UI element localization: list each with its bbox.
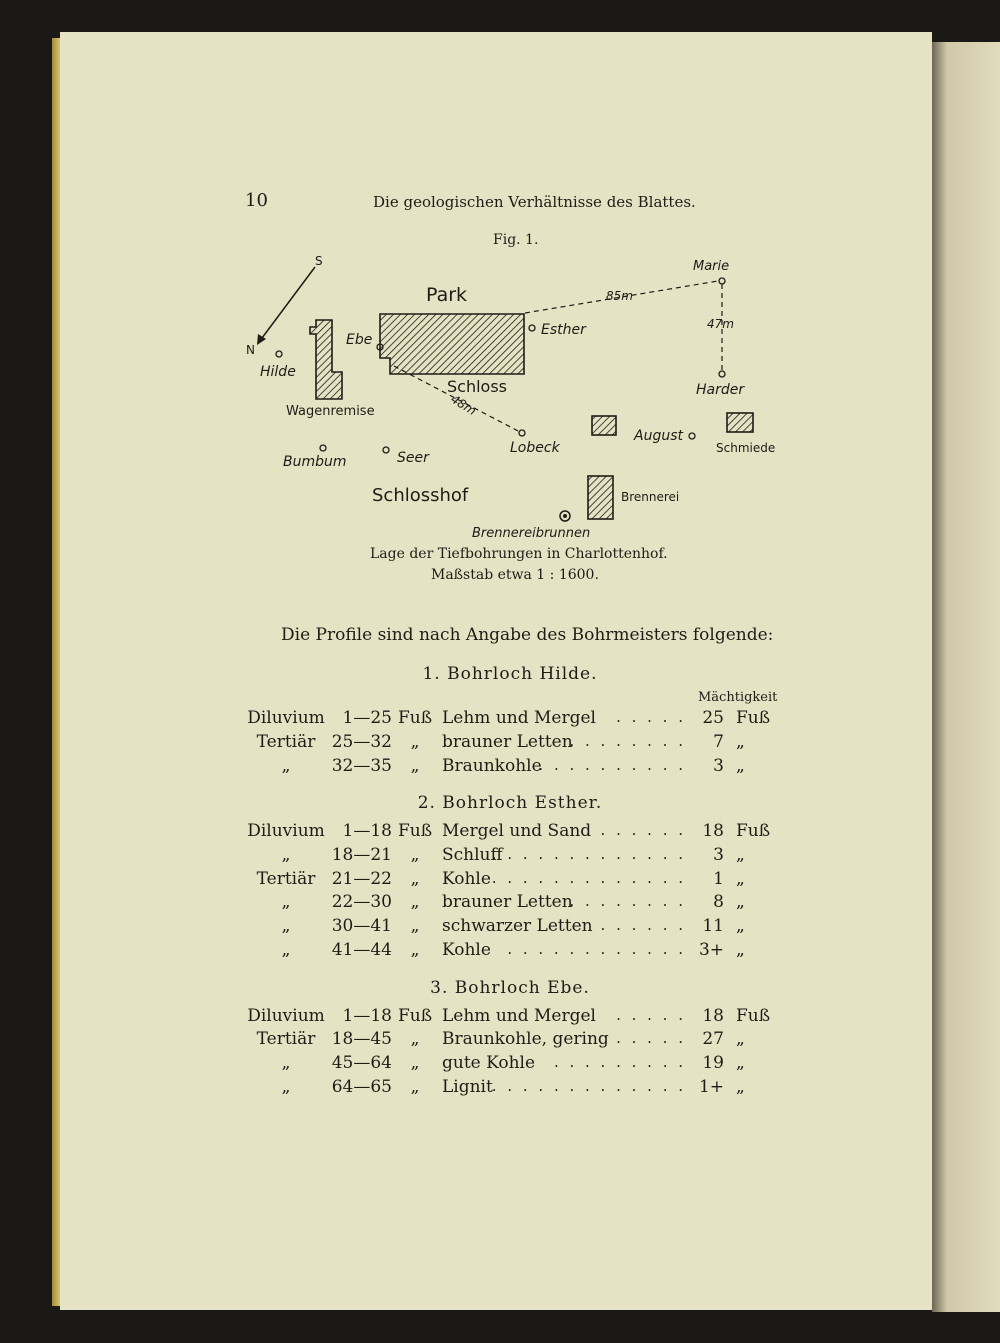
cell-depth-range: 18—45 xyxy=(331,1029,392,1049)
cell-material: Lehm und Mergel xyxy=(442,1006,596,1026)
cell-formation: „ xyxy=(281,845,291,865)
cell-thickness-unit: „ xyxy=(736,756,745,776)
cell-material: Kohle xyxy=(442,869,491,889)
cell-depth-unit: „ xyxy=(410,756,420,776)
wagenremise-building xyxy=(310,320,342,399)
cell-leader-dots: . . . . . . xyxy=(600,821,686,839)
north-arrow xyxy=(259,267,315,342)
borehole-hilde xyxy=(276,351,282,357)
cell-formation: „ xyxy=(281,1077,291,1097)
label-schloss: Schloss xyxy=(447,377,507,396)
cell-depth-unit: „ xyxy=(410,916,420,936)
cell-material: schwarzer Letten xyxy=(442,916,593,936)
cell-thickness: 18 xyxy=(702,1006,724,1026)
cell-leader-dots: . . . . . . . . . . . . xyxy=(507,940,686,958)
small-building xyxy=(592,416,616,435)
cell-leader-dots: . . . . . . . . . . . . . xyxy=(491,1077,686,1095)
cell-depth-range: 1—25 xyxy=(342,708,392,728)
label-brennerei: Brennerei xyxy=(621,490,680,504)
cell-material: Lehm und Mergel xyxy=(442,708,596,728)
cell-thickness: 18 xyxy=(702,821,724,841)
label-dist-47m: 47m xyxy=(707,317,734,331)
cell-thickness-unit: Fuß xyxy=(736,708,771,728)
cell-thickness: 7 xyxy=(713,732,724,752)
cell-formation: Diluvium xyxy=(247,1006,325,1026)
label-park: Park xyxy=(426,284,468,306)
borehole-title: 3. Bohrloch Ebe. xyxy=(430,978,590,998)
intro-text: Die Profile sind nach Angabe des Bohrmeisters folgende: xyxy=(281,625,774,645)
cell-depth-range: 21—22 xyxy=(331,869,392,889)
cell-material: Mergel und Sand xyxy=(442,821,592,841)
cell-depth-unit: „ xyxy=(410,845,420,865)
cell-thickness: 11 xyxy=(702,916,724,936)
label-wagenremise: Wagenremise xyxy=(286,404,375,419)
figure-scale: Maßstab etwa 1 : 1600. xyxy=(431,567,599,583)
cell-material: Schluff xyxy=(442,845,503,865)
cell-thickness-unit: „ xyxy=(736,892,745,912)
cell-thickness-unit: „ xyxy=(736,940,745,960)
label-bumbum: Bumbum xyxy=(283,454,347,470)
cell-material: Braunkohle, gering xyxy=(442,1029,609,1049)
cell-depth-unit: „ xyxy=(410,1029,420,1049)
cell-material: Lignit xyxy=(442,1077,493,1097)
cell-formation: Tertiär xyxy=(256,1029,316,1049)
cell-depth-range: 1—18 xyxy=(342,821,392,841)
cell-depth-range: 41—44 xyxy=(331,940,392,960)
cell-depth-unit: „ xyxy=(410,892,420,912)
cell-depth-unit: „ xyxy=(410,869,420,889)
cell-depth-unit: Fuß xyxy=(398,821,433,841)
label-schlosshof: Schlosshof xyxy=(372,485,469,506)
cell-formation: „ xyxy=(281,756,291,776)
borehole-title: 2. Bohrloch Esther. xyxy=(417,793,603,813)
cell-leader-dots: . . . . . xyxy=(616,1006,686,1024)
cell-depth-unit: „ xyxy=(410,1053,420,1073)
label-south: S xyxy=(315,254,323,268)
cell-thickness-unit: „ xyxy=(736,916,745,936)
label-ebe: Ebe xyxy=(346,332,373,348)
cell-thickness-unit: „ xyxy=(736,869,745,889)
label-esther: Esther xyxy=(541,322,586,338)
cell-formation: „ xyxy=(281,916,291,936)
cell-leader-dots: . . . . . xyxy=(616,1029,686,1047)
label-lobeck: Lobeck xyxy=(510,440,560,456)
label-schmiede: Schmiede xyxy=(716,441,776,455)
borehole-seer xyxy=(383,447,389,453)
cell-thickness-unit: „ xyxy=(736,732,745,752)
cell-thickness: 25 xyxy=(702,708,724,728)
cell-formation: Tertiär xyxy=(256,869,316,889)
borehole-august xyxy=(689,433,695,439)
cell-depth-range: 64—65 xyxy=(331,1077,392,1097)
cell-leader-dots: . . . . . . . . . xyxy=(553,1053,686,1071)
cell-leader-dots: . . . . . . xyxy=(600,916,686,934)
cell-depth-range: 30—41 xyxy=(331,916,392,936)
cell-depth-range: 1—18 xyxy=(342,1006,392,1026)
borehole-title: 1. Bohrloch Hilde. xyxy=(422,664,598,684)
cell-thickness-unit: „ xyxy=(736,845,745,865)
book-page xyxy=(60,32,932,1310)
label-north: N xyxy=(246,343,255,357)
label-harder: Harder xyxy=(696,382,745,398)
borehole-marie xyxy=(719,278,725,284)
cell-thickness: 3 xyxy=(713,756,724,776)
cell-depth-range: 22—30 xyxy=(331,892,392,912)
cell-formation: „ xyxy=(281,940,291,960)
cell-thickness: 19 xyxy=(702,1053,724,1073)
label-august: August xyxy=(634,428,683,444)
brennerei-building xyxy=(588,476,613,519)
borehole-lobeck xyxy=(519,430,525,436)
cell-depth-unit: „ xyxy=(410,1077,420,1097)
label-dist-48m: 48m xyxy=(448,391,479,419)
cell-thickness-unit: „ xyxy=(736,1029,745,1049)
cell-thickness: 3 xyxy=(713,845,724,865)
cell-depth-unit: „ xyxy=(410,732,420,752)
running-title: Die geologischen Verhältnisse des Blattes. xyxy=(373,193,696,211)
cell-leader-dots: . . . . . . . . xyxy=(569,732,686,750)
site-map xyxy=(60,32,932,552)
cell-thickness: 27 xyxy=(702,1029,724,1049)
column-header-maechtigkeit: Mächtigkeit xyxy=(698,690,778,705)
cell-formation: Tertiär xyxy=(256,732,316,752)
label-dist-85m: 85m xyxy=(606,289,633,303)
cell-formation: „ xyxy=(281,892,291,912)
cell-leader-dots: . . . . . . . . . . . . . xyxy=(491,869,686,887)
cell-material: gute Kohle xyxy=(442,1053,536,1073)
cell-thickness-unit: Fuß xyxy=(736,821,771,841)
figure-label: Fig. 1. xyxy=(493,232,539,248)
cell-material: Kohle xyxy=(442,940,491,960)
label-seer: Seer xyxy=(397,450,429,466)
cell-thickness-unit: „ xyxy=(736,1077,745,1097)
cell-leader-dots: . . . . . xyxy=(616,708,686,726)
label-marie: Marie xyxy=(693,259,730,274)
cell-thickness-unit: „ xyxy=(736,1053,745,1073)
cell-depth-range: 18—21 xyxy=(331,845,392,865)
well-center xyxy=(563,514,567,518)
cell-depth-range: 45—64 xyxy=(331,1053,392,1073)
schmiede-building xyxy=(727,413,753,432)
cell-thickness-unit: Fuß xyxy=(736,1006,771,1026)
cell-formation: Diluvium xyxy=(247,708,325,728)
cell-depth-unit: Fuß xyxy=(398,1006,433,1026)
borehole-bumbum xyxy=(320,445,326,451)
cell-leader-dots: . . . . . . . . . . xyxy=(538,756,686,774)
cell-depth-unit: Fuß xyxy=(398,708,433,728)
cell-thickness: 3+ xyxy=(698,940,724,960)
cell-leader-dots: . . . . . . . . xyxy=(569,892,686,910)
borehole-harder xyxy=(719,371,725,377)
label-brennereibrunnen: Brennereibrunnen xyxy=(472,526,591,541)
cell-depth-range: 25—32 xyxy=(331,732,392,752)
cell-leader-dots: . . . . . . . . . . . . . xyxy=(491,845,686,863)
cell-depth-range: 32—35 xyxy=(331,756,392,776)
cell-depth-unit: „ xyxy=(410,940,420,960)
cell-thickness: 1 xyxy=(713,869,724,889)
cell-material: brauner Letten xyxy=(442,732,573,752)
cell-material: brauner Letten xyxy=(442,892,573,912)
figure-caption: Lage der Tiefbohrungen in Charlottenhof. xyxy=(370,546,668,562)
cell-formation: „ xyxy=(281,1053,291,1073)
schloss-building xyxy=(380,314,524,374)
page-number: 10 xyxy=(245,190,268,211)
cell-material: Braunkohle xyxy=(442,756,542,776)
label-hilde: Hilde xyxy=(260,364,296,380)
borehole-esther xyxy=(529,325,535,331)
cell-thickness: 1+ xyxy=(698,1077,724,1097)
cell-formation: Diluvium xyxy=(247,821,325,841)
cell-thickness: 8 xyxy=(713,892,724,912)
